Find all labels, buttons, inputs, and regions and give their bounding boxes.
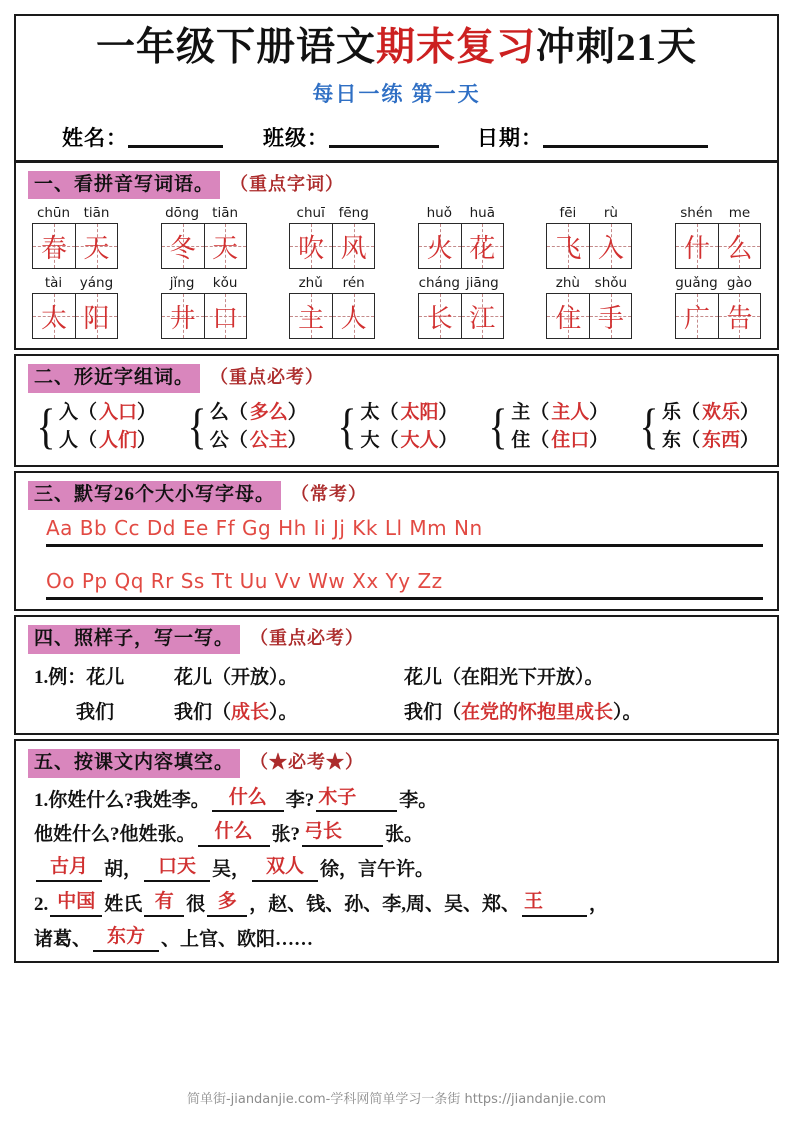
brace-pair-line (360, 399, 457, 427)
section2-title: 二、形近字组词。 (28, 364, 200, 393)
pinyin-row-2 (28, 275, 767, 339)
pinyin-word-cell (675, 205, 761, 269)
pinyin-syllable: shǒu (594, 275, 628, 292)
tianzige-grid[interactable] (32, 223, 118, 269)
answer-character: 江 (469, 303, 496, 333)
answer-character: 手 (597, 303, 624, 333)
tianzige-cell[interactable] (33, 294, 75, 338)
tianzige-cell[interactable] (162, 294, 204, 338)
brace-pair-lines (360, 399, 457, 454)
tianzige-grid[interactable] (32, 293, 118, 339)
alphabet-text-2: Oo Pp Qq Rr Ss Tt Uu Vv Ww Xx Yy Zz (46, 569, 443, 594)
section-sentence-expansion (14, 615, 779, 735)
pinyin-syllable: zhǔ (298, 275, 323, 292)
alphabet-text-1: Aa Bb Cc Dd Ee Ff Gg Hh Ii Jj Kk Ll Mm Nn (46, 516, 483, 541)
fill-line4-text-c: 很 (186, 893, 206, 915)
close-paren: ） (438, 429, 458, 451)
section5-title: 五、按课文内容填空。 (28, 749, 240, 778)
close-paren: ） (589, 402, 609, 424)
fill-line-5 (28, 926, 767, 952)
section3-heading (28, 480, 767, 510)
answer-word[interactable]: 太阳 (400, 402, 439, 424)
tianzige-grid[interactable] (546, 223, 632, 269)
section1-tag: （重点字词） (230, 173, 345, 194)
brace-pair-line (59, 427, 156, 455)
brace-pair-line (511, 399, 608, 427)
fill-line-1 (28, 787, 767, 813)
answer-character: 长 (426, 303, 453, 333)
answer-character: 天 (212, 233, 239, 263)
answer-character: 冬 (169, 233, 196, 263)
title-part-red: 期末复习 (375, 26, 536, 69)
fill-line-4 (28, 891, 767, 917)
pinyin-label (546, 275, 632, 291)
pinyin-label (289, 275, 375, 291)
pinyin-syllable: chūn (36, 205, 71, 222)
brace-pair-line (59, 399, 156, 427)
tianzige-grid[interactable] (675, 293, 761, 339)
tianzige-grid[interactable] (546, 293, 632, 339)
prompt-character: 东 (661, 429, 681, 451)
class-input-rule[interactable] (329, 144, 439, 148)
open-paren: （ (530, 402, 550, 424)
curly-brace-icon: { (639, 398, 659, 455)
fill-line-2 (28, 821, 767, 847)
example-row2-col3-pre: 我们（ (404, 701, 462, 723)
curly-brace-icon: { (187, 398, 207, 455)
tianzige-grid[interactable] (418, 223, 504, 269)
footer-watermark: 简单街-jiandanjie.com-学科网简单学习一条街 https://jiandanjie.com (186, 1092, 607, 1107)
pinyin-syllable: fēng (338, 205, 369, 222)
answer-character: 住 (555, 303, 582, 333)
fill-line4-blank-3[interactable]: 多 (207, 891, 247, 917)
fill-line2-text-c: 张。 (385, 824, 424, 846)
answer-character: 入 (597, 233, 624, 263)
close-paren: ） (287, 402, 307, 424)
tianzige-cell[interactable] (547, 224, 589, 268)
section2-tag: （重点必考） (210, 367, 325, 388)
fill-line3-blank-3[interactable]: 双人 (252, 856, 318, 882)
fill-line1-text-c: 李。 (399, 789, 438, 811)
student-meta-row (26, 122, 767, 152)
example-row1-col2: 花儿（开放）。 (174, 666, 298, 688)
tianzige-cell[interactable] (204, 294, 246, 338)
tianzige-cell[interactable] (676, 294, 718, 338)
answer-character: 主 (298, 303, 325, 333)
pinyin-syllable: dōng (165, 205, 200, 222)
tianzige-cell[interactable] (589, 294, 631, 338)
similar-character-group (637, 399, 759, 454)
similar-character-group (486, 399, 608, 454)
answer-character: 风 (340, 233, 367, 263)
pinyin-syllable: huǒ (426, 205, 452, 222)
pinyin-syllable: fēi (559, 205, 577, 222)
tianzige-cell[interactable] (718, 294, 760, 338)
answer-character: 花 (469, 233, 496, 263)
prompt-character: 公 (209, 429, 229, 451)
pinyin-syllable: tài (44, 275, 63, 292)
open-paren: （ (78, 429, 98, 451)
section3-title: 三、默写26个大小写字母。 (28, 481, 281, 510)
pinyin-label (161, 275, 247, 291)
date-input-rule[interactable] (543, 144, 708, 148)
pinyin-word-cell (289, 205, 375, 269)
brace-pair-line (662, 427, 759, 455)
curly-brace-icon: { (337, 398, 358, 455)
tianzige-grid[interactable] (289, 223, 375, 269)
fill-line4-text-a: 2. (34, 893, 49, 915)
answer-character: 春 (40, 233, 67, 263)
pinyin-label (32, 205, 118, 221)
fill-line3-blank-1[interactable]: 古月 (36, 856, 102, 882)
pinyin-syllable: shén (680, 205, 713, 222)
example-row1-col1: 1.例：花儿 (34, 666, 125, 688)
tianzige-cell[interactable] (75, 294, 117, 338)
example-row-1 (28, 662, 767, 689)
tianzige-cell[interactable] (204, 224, 246, 268)
answer-character: 井 (169, 303, 196, 333)
pinyin-word-cell (546, 275, 632, 339)
alphabet-write-line-2[interactable] (46, 569, 763, 600)
answer-character: 什 (683, 233, 710, 263)
section4-tag: （重点必考） (250, 628, 365, 649)
answer-character: 口 (212, 303, 239, 333)
example-row2-col1: 我们 (76, 701, 115, 723)
name-input-rule[interactable] (128, 144, 223, 148)
brace-pair-line (210, 399, 307, 427)
pinyin-word-cell (32, 275, 118, 339)
fill-line3-text-a: 胡， (104, 859, 143, 881)
pinyin-syllable: yáng (79, 275, 114, 292)
tianzige-cell[interactable] (290, 294, 332, 338)
example-row-2 (28, 697, 767, 724)
prompt-character: 乐 (661, 402, 681, 424)
section4-title: 四、照样子，写一写。 (28, 625, 240, 654)
pinyin-syllable: cháng (418, 275, 460, 292)
fill-line3-blank-2[interactable]: 口天 (144, 856, 210, 882)
pinyin-label (289, 205, 375, 221)
open-paren: （ (680, 429, 700, 451)
section3-tag: （常考） (291, 484, 368, 505)
pinyin-word-cell (289, 275, 375, 339)
fill-line4-text-d: ，赵、钱、孙、李,周、吴、郑、 (249, 893, 521, 915)
section2-heading (28, 363, 767, 393)
prompt-character: 入 (59, 402, 79, 424)
name-field[interactable] (62, 122, 223, 152)
brace-pair-lines (662, 399, 759, 454)
pinyin-word-cell (418, 205, 504, 269)
tianzige-grid[interactable] (161, 293, 247, 339)
fill-line4-blank-4[interactable]: 王 (522, 891, 587, 917)
fill-line5-text-b: 、上官、欧阳…… (161, 928, 314, 950)
brace-pair-lines (210, 399, 307, 454)
curly-brace-icon: { (488, 398, 508, 455)
tianzige-cell[interactable] (547, 294, 589, 338)
pinyin-syllable: tiān (83, 205, 110, 222)
answer-word[interactable]: 多么 (249, 402, 288, 424)
tianzige-cell[interactable] (419, 224, 461, 268)
tianzige-grid[interactable] (289, 293, 375, 339)
fill-line2-blank-2[interactable]: 弓长 (302, 821, 383, 847)
fill-line-3 (28, 856, 767, 882)
pinyin-word-cell (161, 275, 247, 339)
date-field[interactable] (477, 122, 708, 152)
answer-character: 人 (340, 303, 367, 333)
prompt-character: 主 (511, 402, 531, 424)
answer-word[interactable]: 人们 (99, 429, 138, 451)
tianzige-grid[interactable] (418, 293, 504, 339)
title-part-black-1: 一年级下册语文 (95, 26, 376, 69)
pinyin-word-cell (546, 205, 632, 269)
close-paren: ） (287, 429, 307, 451)
tianzige-cell[interactable] (33, 224, 75, 268)
example-row2-col3-answer: 在党的怀抱里成长 (461, 701, 614, 723)
pinyin-syllable: jiāng (465, 275, 499, 292)
prompt-character: 人 (59, 429, 79, 451)
tianzige-cell[interactable] (332, 224, 374, 268)
pinyin-syllable: zhù (555, 275, 580, 292)
prompt-character: 太 (360, 402, 380, 424)
section1-heading (28, 170, 767, 200)
fill-line3-text-c: 徐，言午许。 (320, 859, 435, 881)
brace-pair-line (662, 399, 759, 427)
fill-line5-text-a: 诸葛、 (34, 928, 92, 950)
tianzige-cell[interactable] (676, 224, 718, 268)
tianzige-cell[interactable] (75, 224, 117, 268)
pinyin-word-cell (418, 275, 504, 339)
pinyin-syllable: gào (726, 275, 753, 292)
open-paren: （ (530, 429, 550, 451)
answer-character: 么 (726, 233, 753, 263)
pinyin-label (32, 275, 118, 291)
close-paren: ） (137, 402, 157, 424)
section-pinyin-writing (14, 163, 779, 351)
fill-line4-blank-1[interactable]: 中国 (50, 891, 102, 917)
fill-line4-blank-2[interactable]: 有 (144, 891, 184, 917)
pinyin-syllable: tiān (212, 205, 239, 222)
example-row2-col3[interactable] (404, 697, 642, 724)
fill-line3-text-b: 吴， (212, 859, 251, 881)
section5-tag: （★必考★） (250, 751, 365, 772)
pinyin-word-cell (32, 205, 118, 269)
tianzige-grid[interactable] (161, 223, 247, 269)
tianzige-cell[interactable] (589, 224, 631, 268)
open-paren: （ (379, 429, 399, 451)
answer-word[interactable]: 大人 (400, 429, 439, 451)
fill-line5-blank-1[interactable]: 东方 (93, 926, 159, 952)
fill-line2-blank-1[interactable]: 什么 (198, 821, 270, 847)
curly-brace-icon: { (36, 398, 56, 455)
brace-pair-line (360, 427, 457, 455)
pinyin-syllable: jǐng (169, 275, 195, 292)
answer-character: 广 (683, 303, 710, 333)
brace-pair-line (511, 427, 608, 455)
open-paren: （ (680, 402, 700, 424)
answer-character: 飞 (555, 233, 582, 263)
pinyin-label (546, 205, 632, 221)
close-paren: ） (589, 429, 609, 451)
tianzige-cell[interactable] (290, 224, 332, 268)
worksheet-header (14, 14, 779, 163)
fill-line2-text-b: 张? (271, 824, 301, 846)
tianzige-cell[interactable] (419, 294, 461, 338)
fill-line1-text-a: 1.你姓什么?我姓李。 (34, 789, 210, 811)
answer-word[interactable]: 公主 (249, 429, 288, 451)
fill-line1-blank-2[interactable]: 木子 (316, 787, 397, 813)
fill-line4-text-e: ， (589, 893, 609, 915)
section-alphabet (14, 471, 779, 611)
similar-character-group (335, 399, 457, 454)
answer-word[interactable]: 入口 (99, 402, 138, 424)
fill-line2-text-a: 他姓什么?他姓张。 (34, 824, 196, 846)
name-label: 姓名： (62, 125, 128, 150)
tianzige-cell[interactable] (718, 224, 760, 268)
section-similar-characters (14, 354, 779, 467)
example-row1-col3: 花儿（在阳光下开放）。 (404, 666, 604, 688)
open-paren: （ (228, 429, 248, 451)
answer-character: 吹 (298, 233, 325, 263)
answer-word[interactable]: 东西 (701, 429, 740, 451)
pinyin-syllable: rén (342, 275, 365, 292)
prompt-character: 么 (209, 402, 229, 424)
example-row2-col3-post: ）。 (613, 701, 642, 723)
open-paren: （ (379, 402, 399, 424)
example-row2-col2-post: ）。 (269, 701, 298, 723)
tianzige-cell[interactable] (461, 294, 503, 338)
pinyin-label (418, 275, 504, 291)
close-paren: ） (438, 402, 458, 424)
answer-word[interactable]: 欢乐 (701, 402, 740, 424)
pinyin-syllable: rù (603, 205, 618, 222)
section4-heading (28, 624, 767, 654)
fill-line1-blank-1[interactable]: 什么 (212, 787, 284, 813)
section5-heading (28, 748, 767, 778)
pinyin-label (675, 275, 761, 291)
answer-word[interactable]: 主人 (551, 402, 590, 424)
example-row2-col2-answer: 成长 (231, 701, 270, 723)
answer-character: 阳 (83, 303, 110, 333)
answer-character: 太 (40, 303, 67, 333)
fill-line4-text-b: 姓氏 (104, 893, 143, 915)
prompt-character: 住 (511, 429, 531, 451)
pinyin-label (161, 205, 247, 221)
brace-pair-lines (511, 399, 608, 454)
section-fill-in-blanks (14, 739, 779, 963)
answer-character: 天 (83, 233, 110, 263)
similar-character-group (34, 399, 156, 454)
pinyin-label (675, 205, 761, 221)
tianzige-grid[interactable] (675, 223, 761, 269)
class-label: 班级： (263, 125, 329, 150)
tianzige-cell[interactable] (332, 294, 374, 338)
pinyin-row-1 (28, 205, 767, 269)
tianzige-cell[interactable] (162, 224, 204, 268)
close-paren: ） (739, 402, 759, 424)
brace-pair-lines (59, 399, 156, 454)
class-field[interactable] (263, 122, 439, 152)
answer-character: 告 (726, 303, 753, 333)
answer-character: 火 (426, 233, 453, 263)
answer-word[interactable]: 住口 (551, 429, 590, 451)
pinyin-word-cell (675, 275, 761, 339)
open-paren: （ (228, 402, 248, 424)
fill-line1-text-b: 李? (285, 789, 315, 811)
pinyin-syllable: chuī (296, 205, 325, 222)
example-row2-col2[interactable] (174, 697, 404, 724)
alphabet-write-line-1[interactable] (46, 516, 763, 547)
close-paren: ） (137, 429, 157, 451)
page-title (26, 26, 767, 70)
pinyin-label (418, 205, 504, 221)
section1-title: 一、看拼音写词语。 (28, 171, 220, 200)
pinyin-syllable: guǎng (675, 275, 718, 292)
similar-character-group (185, 399, 307, 454)
open-paren: （ (78, 402, 98, 424)
pinyin-syllable: kǒu (212, 275, 238, 292)
prompt-character: 大 (360, 429, 380, 451)
tianzige-cell[interactable] (461, 224, 503, 268)
pinyin-word-cell (161, 205, 247, 269)
title-part-black-2: 冲刺21天 (536, 26, 698, 69)
date-label: 日期： (477, 125, 543, 150)
brace-group-row (28, 397, 767, 456)
close-paren: ） (739, 429, 759, 451)
pinyin-syllable: huā (469, 205, 495, 222)
page-subtitle: 每日一练 第一天 (312, 81, 481, 106)
pinyin-syllable: me (728, 205, 751, 222)
example-row2-col2-pre: 我们（ (174, 701, 232, 723)
brace-pair-line (210, 427, 307, 455)
